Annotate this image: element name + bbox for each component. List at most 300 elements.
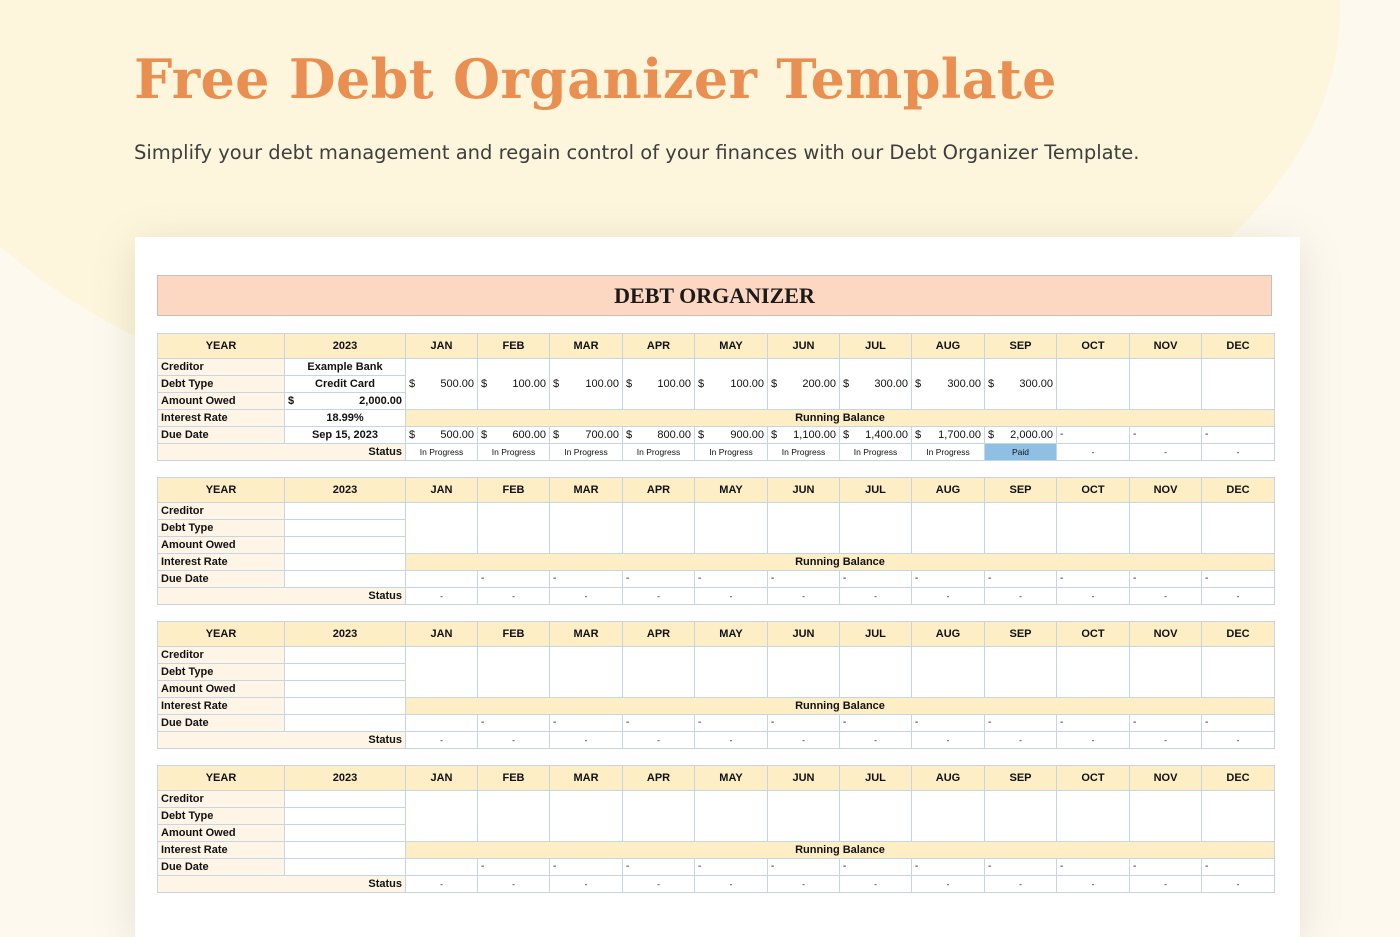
- status-row: [158, 732, 1275, 749]
- debt-type-value[interactable]: Credit Card: [285, 376, 406, 393]
- balance-cell: -: [1057, 859, 1130, 876]
- status-cell[interactable]: -: [1202, 444, 1275, 461]
- balance-amount: 700.00: [585, 429, 619, 441]
- debt-type-value[interactable]: [285, 520, 406, 537]
- month-header: APR: [623, 622, 695, 647]
- status-cell[interactable]: -: [406, 588, 478, 605]
- year-header: YEAR: [158, 766, 285, 791]
- balance-cell: -: [695, 571, 768, 588]
- currency-symbol: $: [843, 378, 850, 390]
- payment-amount: 300.00: [1019, 378, 1053, 390]
- month-header: JAN: [406, 478, 478, 503]
- status-cell[interactable]: -: [406, 732, 478, 749]
- currency-symbol: $: [988, 378, 995, 390]
- status-cell[interactable]: -: [985, 876, 1057, 893]
- payment-cell[interactable]: [1130, 359, 1202, 410]
- currency-symbol: $: [915, 378, 922, 390]
- balance-cell: -: [550, 571, 623, 588]
- balance-cell: -: [695, 859, 768, 876]
- info-row: [158, 715, 1275, 732]
- balance-cell: -: [912, 859, 985, 876]
- interest-rate-value[interactable]: [285, 698, 406, 715]
- month-header: NOV: [1130, 766, 1202, 791]
- payment-amount: 100.00: [730, 378, 764, 390]
- balance-cell: [840, 427, 912, 444]
- currency-symbol: $: [698, 378, 705, 390]
- sheet-title: DEBT ORGANIZER: [157, 275, 1272, 316]
- currency-symbol: $: [626, 429, 633, 441]
- due-date-value[interactable]: [285, 715, 406, 732]
- month-header: AUG: [912, 766, 985, 791]
- creditor-value[interactable]: [285, 791, 406, 808]
- payment-cell[interactable]: [985, 791, 1057, 842]
- payment-cell[interactable]: [1202, 359, 1275, 410]
- balance-cell: [768, 427, 840, 444]
- running-balance-label: Running Balance: [406, 554, 1275, 571]
- payment-amount: 300.00: [947, 378, 981, 390]
- status-cell[interactable]: -: [1202, 732, 1275, 749]
- balance-cell: -: [840, 715, 912, 732]
- month-header: JAN: [406, 334, 478, 359]
- month-header: FEB: [478, 622, 550, 647]
- payment-amount: 200.00: [802, 378, 836, 390]
- balance-cell: -: [1057, 427, 1130, 444]
- year-value[interactable]: 2023: [285, 334, 406, 359]
- payment-cell[interactable]: [478, 359, 550, 410]
- payment-cell[interactable]: [695, 647, 768, 698]
- currency-symbol: $: [553, 378, 560, 390]
- status-row: [158, 876, 1275, 893]
- status-cell[interactable]: -: [550, 876, 623, 893]
- status-cell[interactable]: -: [840, 876, 912, 893]
- balance-cell: -: [550, 859, 623, 876]
- interest-rate-value[interactable]: [285, 554, 406, 571]
- month-header: NOV: [1130, 622, 1202, 647]
- balance-cell: -: [768, 715, 840, 732]
- balance-cell: -: [1202, 859, 1275, 876]
- due-date-label: Due Date: [158, 427, 285, 444]
- month-header: AUG: [912, 622, 985, 647]
- status-cell[interactable]: -: [550, 588, 623, 605]
- status-cell[interactable]: In Progress: [478, 444, 550, 461]
- balance-cell: [406, 715, 478, 732]
- status-cell[interactable]: In Progress: [623, 444, 695, 461]
- status-label: Status: [158, 444, 406, 461]
- balance-cell: -: [985, 859, 1057, 876]
- month-header: MAY: [695, 766, 768, 791]
- payment-cell[interactable]: [840, 791, 912, 842]
- payment-cell[interactable]: [1202, 647, 1275, 698]
- status-cell[interactable]: In Progress: [550, 444, 623, 461]
- year-header: YEAR: [158, 334, 285, 359]
- month-header: APR: [623, 478, 695, 503]
- year-value[interactable]: 2023: [285, 622, 406, 647]
- balance-cell: -: [1057, 571, 1130, 588]
- page-subtitle: Simplify your debt management and regain control of your finances with our Debt Organizer Template.: [134, 141, 1140, 164]
- month-header: FEB: [478, 478, 550, 503]
- month-header: OCT: [1057, 766, 1130, 791]
- balance-cell: [406, 859, 478, 876]
- info-row: [158, 410, 1275, 427]
- status-cell[interactable]: In Progress: [695, 444, 768, 461]
- currency-symbol: $: [481, 429, 488, 441]
- info-row: [158, 503, 1275, 520]
- status-cell[interactable]: -: [478, 732, 550, 749]
- payment-cell[interactable]: [1202, 791, 1275, 842]
- amount-owed-value[interactable]: [285, 825, 406, 842]
- info-row: [158, 647, 1275, 664]
- debt-table: [157, 621, 1275, 749]
- status-cell[interactable]: -: [695, 732, 768, 749]
- amount-owed-number: 2,000.00: [359, 395, 402, 407]
- month-header: MAY: [695, 334, 768, 359]
- month-header: MAR: [550, 334, 623, 359]
- payment-cell[interactable]: [623, 791, 695, 842]
- balance-cell: -: [623, 571, 695, 588]
- month-header: MAR: [550, 766, 623, 791]
- header-row: [158, 334, 1275, 359]
- due-date-value[interactable]: [285, 571, 406, 588]
- month-header: JUN: [768, 766, 840, 791]
- payment-amount: 100.00: [585, 378, 619, 390]
- payment-cell[interactable]: [1057, 791, 1130, 842]
- info-row: [158, 359, 1275, 376]
- debt-table: [157, 333, 1275, 461]
- currency-symbol: $: [626, 378, 633, 390]
- amount-owed-value[interactable]: [285, 537, 406, 554]
- status-cell[interactable]: -: [840, 732, 912, 749]
- balance-amount: 900.00: [730, 429, 764, 441]
- month-header: OCT: [1057, 622, 1130, 647]
- debt-table: [157, 477, 1275, 605]
- currency-symbol: $: [771, 429, 778, 441]
- month-header: JUN: [768, 334, 840, 359]
- month-header: NOV: [1130, 334, 1202, 359]
- payment-cell[interactable]: [695, 791, 768, 842]
- status-cell[interactable]: -: [1130, 876, 1202, 893]
- debt-type-label: Debt Type: [158, 520, 285, 537]
- currency-symbol: $: [481, 378, 488, 390]
- balance-cell: -: [550, 715, 623, 732]
- status-cell[interactable]: -: [478, 876, 550, 893]
- balance-cell: [478, 427, 550, 444]
- status-cell[interactable]: -: [1057, 876, 1130, 893]
- payment-cell[interactable]: [478, 503, 550, 554]
- month-header: MAR: [550, 622, 623, 647]
- payment-cell[interactable]: [1130, 791, 1202, 842]
- year-header: YEAR: [158, 622, 285, 647]
- amount-owed-value[interactable]: [285, 393, 406, 410]
- payment-amount: 500.00: [440, 378, 474, 390]
- amount-owed-value[interactable]: [285, 681, 406, 698]
- month-header: DEC: [1202, 766, 1275, 791]
- payment-cell[interactable]: [912, 647, 985, 698]
- month-header: DEC: [1202, 622, 1275, 647]
- month-header: AUG: [912, 334, 985, 359]
- status-cell[interactable]: -: [985, 732, 1057, 749]
- creditor-label: Creditor: [158, 647, 285, 664]
- balance-cell: -: [1202, 427, 1275, 444]
- balance-amount: 800.00: [657, 429, 691, 441]
- payment-cell[interactable]: [695, 503, 768, 554]
- status-cell[interactable]: -: [768, 876, 840, 893]
- interest-rate-label: Interest Rate: [158, 842, 285, 859]
- payment-cell[interactable]: [768, 503, 840, 554]
- info-row: [158, 698, 1275, 715]
- payment-cell[interactable]: [478, 647, 550, 698]
- status-cell[interactable]: -: [695, 876, 768, 893]
- status-cell[interactable]: In Progress: [768, 444, 840, 461]
- status-cell[interactable]: -: [912, 732, 985, 749]
- balance-cell: -: [623, 715, 695, 732]
- payment-cell[interactable]: [1057, 503, 1130, 554]
- payment-cell[interactable]: [550, 503, 623, 554]
- status-cell[interactable]: -: [840, 588, 912, 605]
- status-cell[interactable]: -: [912, 876, 985, 893]
- creditor-value[interactable]: [285, 503, 406, 520]
- status-cell[interactable]: -: [1130, 732, 1202, 749]
- balance-cell: -: [1130, 571, 1202, 588]
- status-cell[interactable]: In Progress: [912, 444, 985, 461]
- month-header: MAR: [550, 478, 623, 503]
- month-header: OCT: [1057, 478, 1130, 503]
- payment-cell[interactable]: [550, 647, 623, 698]
- month-header: NOV: [1130, 478, 1202, 503]
- currency-symbol: $: [553, 429, 560, 441]
- payment-amount: 100.00: [512, 378, 546, 390]
- payment-cell[interactable]: [840, 359, 912, 410]
- balance-cell: -: [912, 715, 985, 732]
- balance-cell: [695, 427, 768, 444]
- info-row: [158, 554, 1275, 571]
- amount-owed-label: Amount Owed: [158, 825, 285, 842]
- balance-cell: -: [985, 715, 1057, 732]
- payment-cell[interactable]: [478, 791, 550, 842]
- month-header: JUL: [840, 334, 912, 359]
- month-header: DEC: [1202, 478, 1275, 503]
- status-cell[interactable]: -: [550, 732, 623, 749]
- payment-cell[interactable]: [695, 359, 768, 410]
- balance-cell: -: [478, 859, 550, 876]
- info-row: [158, 859, 1275, 876]
- status-cell[interactable]: -: [1130, 444, 1202, 461]
- interest-rate-value[interactable]: [285, 842, 406, 859]
- balance-cell: -: [623, 859, 695, 876]
- month-header: DEC: [1202, 334, 1275, 359]
- due-date-value[interactable]: Sep 15, 2023: [285, 427, 406, 444]
- creditor-label: Creditor: [158, 503, 285, 520]
- year-header: YEAR: [158, 478, 285, 503]
- payment-cell[interactable]: [768, 791, 840, 842]
- info-row: [158, 842, 1275, 859]
- status-label: Status: [158, 876, 406, 893]
- status-row: [158, 444, 1275, 461]
- debt-type-label: Debt Type: [158, 808, 285, 825]
- month-header: JUN: [768, 478, 840, 503]
- balance-amount: 1,100.00: [793, 429, 836, 441]
- currency-symbol: $: [698, 429, 705, 441]
- status-cell[interactable]: Paid: [985, 444, 1057, 461]
- debt-type-value[interactable]: [285, 664, 406, 681]
- currency-symbol: $: [409, 429, 416, 441]
- currency-symbol: $: [915, 429, 922, 441]
- balance-cell: -: [1202, 571, 1275, 588]
- amount-owed-label: Amount Owed: [158, 681, 285, 698]
- status-cell[interactable]: -: [1202, 588, 1275, 605]
- status-label: Status: [158, 588, 406, 605]
- due-date-label: Due Date: [158, 715, 285, 732]
- payment-cell[interactable]: [840, 647, 912, 698]
- balance-cell: [406, 571, 478, 588]
- payment-cell[interactable]: [1202, 503, 1275, 554]
- balance-amount: 1,400.00: [865, 429, 908, 441]
- interest-rate-label: Interest Rate: [158, 698, 285, 715]
- balance-cell: [550, 427, 623, 444]
- balance-cell: -: [1130, 427, 1202, 444]
- month-header: APR: [623, 334, 695, 359]
- running-balance-label: Running Balance: [406, 842, 1275, 859]
- payment-amount: 100.00: [657, 378, 691, 390]
- header-row: [158, 622, 1275, 647]
- balance-cell: -: [1057, 715, 1130, 732]
- payment-cell[interactable]: [406, 359, 478, 410]
- balance-cell: -: [840, 859, 912, 876]
- month-header: AUG: [912, 478, 985, 503]
- balance-cell: -: [912, 571, 985, 588]
- balance-cell: -: [695, 715, 768, 732]
- payment-cell[interactable]: [1130, 503, 1202, 554]
- balance-cell: -: [768, 571, 840, 588]
- balance-cell: [985, 427, 1057, 444]
- creditor-value[interactable]: [285, 647, 406, 664]
- month-header: MAY: [695, 478, 768, 503]
- payment-cell[interactable]: [985, 359, 1057, 410]
- month-header: SEP: [985, 334, 1057, 359]
- balance-amount: 600.00: [512, 429, 546, 441]
- payment-cell[interactable]: [912, 503, 985, 554]
- balance-cell: [912, 427, 985, 444]
- header-row: [158, 478, 1275, 503]
- balance-cell: -: [1202, 715, 1275, 732]
- due-date-label: Due Date: [158, 859, 285, 876]
- payment-cell[interactable]: [550, 791, 623, 842]
- balance-cell: -: [1130, 715, 1202, 732]
- status-cell[interactable]: -: [1202, 876, 1275, 893]
- status-cell[interactable]: -: [695, 588, 768, 605]
- balance-cell: -: [985, 571, 1057, 588]
- payment-cell[interactable]: [768, 359, 840, 410]
- status-cell[interactable]: -: [1057, 444, 1130, 461]
- currency-symbol: $: [843, 429, 850, 441]
- status-cell[interactable]: -: [478, 588, 550, 605]
- payment-cell[interactable]: [623, 359, 695, 410]
- payment-cell[interactable]: [623, 503, 695, 554]
- status-cell[interactable]: -: [1057, 588, 1130, 605]
- month-header: FEB: [478, 766, 550, 791]
- payment-cell[interactable]: [406, 503, 478, 554]
- payment-cell[interactable]: [550, 359, 623, 410]
- amount-owed-label: Amount Owed: [158, 537, 285, 554]
- creditor-value[interactable]: Example Bank: [285, 359, 406, 376]
- payment-cell[interactable]: [623, 647, 695, 698]
- status-cell[interactable]: -: [623, 876, 695, 893]
- payment-cell[interactable]: [768, 647, 840, 698]
- creditor-label: Creditor: [158, 791, 285, 808]
- status-cell[interactable]: -: [912, 588, 985, 605]
- status-cell[interactable]: In Progress: [406, 444, 478, 461]
- debt-type-label: Debt Type: [158, 664, 285, 681]
- status-cell[interactable]: -: [985, 588, 1057, 605]
- year-value[interactable]: 2023: [285, 766, 406, 791]
- month-header: SEP: [985, 478, 1057, 503]
- balance-cell: -: [768, 859, 840, 876]
- due-date-value[interactable]: [285, 859, 406, 876]
- status-cell[interactable]: -: [1057, 732, 1130, 749]
- currency-symbol: $: [771, 378, 778, 390]
- month-header: JAN: [406, 766, 478, 791]
- hero: [134, 47, 1140, 164]
- page-title: Free Debt Organizer Template: [134, 47, 1057, 111]
- payment-cell[interactable]: [912, 359, 985, 410]
- running-balance-label: Running Balance: [406, 410, 1275, 427]
- status-cell[interactable]: -: [623, 732, 695, 749]
- info-row: [158, 791, 1275, 808]
- month-header: SEP: [985, 766, 1057, 791]
- status-cell[interactable]: -: [768, 732, 840, 749]
- status-label: Status: [158, 732, 406, 749]
- payment-cell[interactable]: [912, 791, 985, 842]
- payment-cell[interactable]: [1057, 647, 1130, 698]
- running-balance-label: Running Balance: [406, 698, 1275, 715]
- debt-table: [157, 765, 1275, 893]
- balance-cell: -: [478, 715, 550, 732]
- year-value[interactable]: 2023: [285, 478, 406, 503]
- payment-cell[interactable]: [840, 503, 912, 554]
- status-cell[interactable]: In Progress: [840, 444, 912, 461]
- payment-amount: 300.00: [874, 378, 908, 390]
- balance-amount: 1,700.00: [938, 429, 981, 441]
- interest-rate-value[interactable]: 18.99%: [285, 410, 406, 427]
- payment-cell[interactable]: [406, 791, 478, 842]
- payment-cell[interactable]: [985, 647, 1057, 698]
- month-header: JUL: [840, 766, 912, 791]
- info-row: [158, 427, 1275, 444]
- due-date-label: Due Date: [158, 571, 285, 588]
- status-cell[interactable]: -: [1130, 588, 1202, 605]
- payment-cell[interactable]: [985, 503, 1057, 554]
- month-header: MAY: [695, 622, 768, 647]
- balance-cell: [406, 427, 478, 444]
- status-row: [158, 588, 1275, 605]
- status-cell[interactable]: -: [623, 588, 695, 605]
- interest-rate-label: Interest Rate: [158, 410, 285, 427]
- interest-rate-label: Interest Rate: [158, 554, 285, 571]
- month-header: SEP: [985, 622, 1057, 647]
- balance-amount: 500.00: [440, 429, 474, 441]
- payment-cell[interactable]: [1130, 647, 1202, 698]
- currency-symbol: $: [988, 429, 995, 441]
- debt-type-value[interactable]: [285, 808, 406, 825]
- month-header: JUL: [840, 478, 912, 503]
- payment-cell[interactable]: [406, 647, 478, 698]
- balance-cell: -: [1130, 859, 1202, 876]
- amount-owed-label: Amount Owed: [158, 393, 285, 410]
- currency-symbol: $: [288, 395, 295, 407]
- spreadsheet: [135, 237, 1300, 937]
- status-cell[interactable]: -: [768, 588, 840, 605]
- status-cell[interactable]: -: [406, 876, 478, 893]
- payment-cell[interactable]: [1057, 359, 1130, 410]
